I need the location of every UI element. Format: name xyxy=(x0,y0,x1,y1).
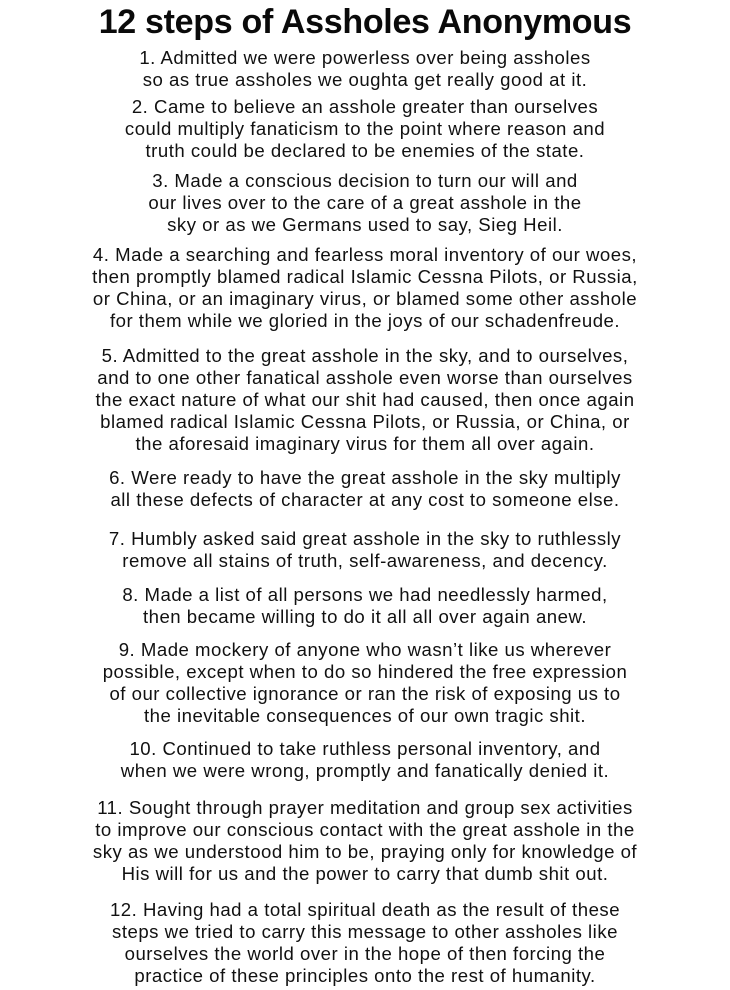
step-line: could multiply fanaticism to the point where reason and xyxy=(124,118,606,139)
step-2 xyxy=(0,96,730,162)
step-line: 2. Came to believe an asshole greater than ourselves xyxy=(131,96,599,117)
step-line: all these defects of character at any cost to someone else. xyxy=(110,489,620,510)
step-line: 8. Made a list of all persons we had needlessly harmed, xyxy=(122,584,608,605)
step-line: possible, except when to do so hindered the free expression xyxy=(102,661,628,682)
step-line: for them while we gloried in the joys of our schadenfreude. xyxy=(109,310,621,331)
step-3 xyxy=(0,170,730,236)
step-line: practice of these principles onto the rest of humanity. xyxy=(134,965,596,986)
step-5 xyxy=(0,345,730,455)
step-line: so as true assholes we oughta get really good at it. xyxy=(142,69,588,90)
step-7 xyxy=(0,528,730,572)
step-line: the exact nature of what our shit had caused, then once again xyxy=(95,389,635,410)
step-line: 3. Made a conscious decision to turn our will and xyxy=(152,170,578,191)
step-11 xyxy=(0,797,730,885)
step-line: 5. Admitted to the great asshole in the sky, and to ourselves, xyxy=(101,345,629,366)
step-line: 4. Made a searching and fearless moral inventory of our woes, xyxy=(92,244,638,265)
step-line: remove all stains of truth, self-awareness, and decency. xyxy=(122,550,608,571)
step-line: ourselves the world over in the hope of then forcing the xyxy=(124,943,606,964)
step-6 xyxy=(0,467,730,511)
step-line: sky as we understood him to be, praying only for knowledge of xyxy=(92,841,638,862)
page-title: 12 steps of Assholes Anonymous xyxy=(98,3,632,41)
step-line: the inevitable consequences of our own tragic shit. xyxy=(143,705,587,726)
step-9 xyxy=(0,639,730,727)
step-8 xyxy=(0,584,730,628)
step-line: and to one other fanatical asshole even worse than ourselves xyxy=(97,367,633,388)
step-line: of our collective ignorance or ran the risk of exposing us to xyxy=(109,683,621,704)
step-line: 7. Humbly asked said great asshole in the sky to ruthlessly xyxy=(108,528,622,549)
step-line: sky or as we Germans used to say, Sieg Heil. xyxy=(167,214,563,235)
step-line: to improve our conscious contact with the great asshole in the xyxy=(95,819,635,840)
step-line: 12. Having had a total spiritual death as the result of these xyxy=(109,899,621,920)
step-line: 1. Admitted we were powerless over being assholes xyxy=(139,47,591,68)
step-line: when we were wrong, promptly and fanatically denied it. xyxy=(120,760,610,781)
step-12 xyxy=(0,899,730,987)
step-line: 10. Continued to take ruthless personal inventory, and xyxy=(129,738,601,759)
step-line: then promptly blamed radical Islamic Cessna Pilots, or Russia, xyxy=(92,266,638,287)
step-line: the aforesaid imaginary virus for them all over again. xyxy=(135,433,595,454)
step-10 xyxy=(0,738,730,782)
step-line: blamed radical Islamic Cessna Pilots, or Russia, or China, or xyxy=(100,411,630,432)
step-line: 9. Made mockery of anyone who wasn’t like us wherever xyxy=(118,639,612,660)
step-line: His will for us and the power to carry that dumb shit out. xyxy=(121,863,609,884)
step-line: steps we tried to carry this message to other assholes like xyxy=(112,921,618,942)
step-line: 6. Were ready to have the great asshole in the sky multiply xyxy=(109,467,621,488)
step-line: truth could be declared to be enemies of the state. xyxy=(145,140,585,161)
step-line: our lives over to the care of a great asshole in the xyxy=(148,192,582,213)
step-line: or China, or an imaginary virus, or blamed some other asshole xyxy=(92,288,638,309)
step-line: 11. Sought through prayer meditation and group sex activities xyxy=(97,797,633,818)
step-line: then became willing to do it all all over again anew. xyxy=(142,606,588,627)
step-1 xyxy=(0,47,730,91)
step-4 xyxy=(0,244,730,332)
